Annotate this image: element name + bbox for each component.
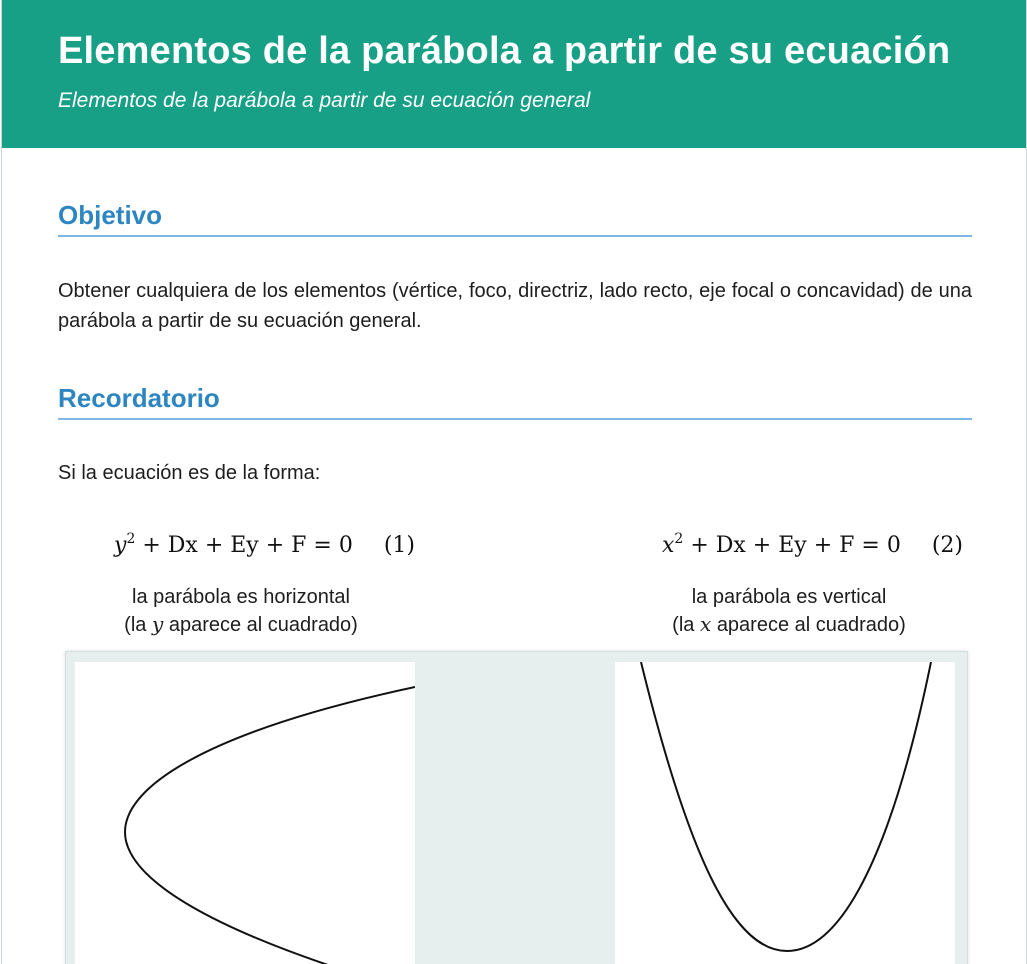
objetivo-text: Obtener cualquiera de los elementos (vértice, foco, directriz, lado recto, eje focal o concavidad) de una parábola a partir de su ecuación general. xyxy=(58,280,972,332)
caption-var: y xyxy=(151,612,164,636)
equation-rest: + Dx + Ey + F = 0 xyxy=(690,533,901,558)
recordatorio-intro: Si la ecuación es de la forma: xyxy=(58,462,321,484)
equation-rest: + Dx + Ey + F = 0 xyxy=(142,533,353,558)
recordatorio-heading: Recordatorio xyxy=(58,383,972,420)
parabola-horizontal-icon xyxy=(75,662,415,964)
equation-horizontal xyxy=(114,533,415,558)
vertical-parabola-panel xyxy=(615,662,955,964)
equation-number: (2) xyxy=(931,533,963,558)
objetivo-heading: Objetivo xyxy=(58,200,972,237)
page-title: Elementos de la parábola a partir de su ecuación xyxy=(58,30,951,72)
caption-var: x xyxy=(699,612,712,636)
caption-line: la parábola es horizontal xyxy=(132,586,350,608)
equation-number: (1) xyxy=(383,533,416,558)
page xyxy=(1,0,1027,964)
caption-horizontal xyxy=(81,584,401,639)
equation-squared-var: x xyxy=(662,533,675,558)
caption-line-2 xyxy=(81,611,401,639)
equation-exponent: 2 xyxy=(674,531,684,547)
vertical-parabola-curve xyxy=(641,662,931,951)
page-header xyxy=(2,0,1026,148)
caption-pre: (la xyxy=(672,614,695,636)
equation-vertical xyxy=(662,533,963,558)
caption-post: aparece al cuadrado) xyxy=(716,614,906,636)
equation-squared-var: y xyxy=(114,533,127,558)
horizontal-parabola-panel xyxy=(75,662,415,964)
caption-line: la parábola es vertical xyxy=(691,586,887,608)
caption-pre: (la xyxy=(124,614,147,636)
caption-post: aparece al cuadrado) xyxy=(168,614,358,636)
horizontal-parabola-curve xyxy=(125,687,415,964)
parabola-vertical-icon xyxy=(615,662,955,964)
equation-exponent: 2 xyxy=(126,531,136,547)
figure-container xyxy=(65,651,968,964)
page-subtitle: Elementos de la parábola a partir de su ecuación general xyxy=(58,89,591,112)
caption-line-2 xyxy=(629,611,949,639)
caption-vertical xyxy=(629,584,949,639)
